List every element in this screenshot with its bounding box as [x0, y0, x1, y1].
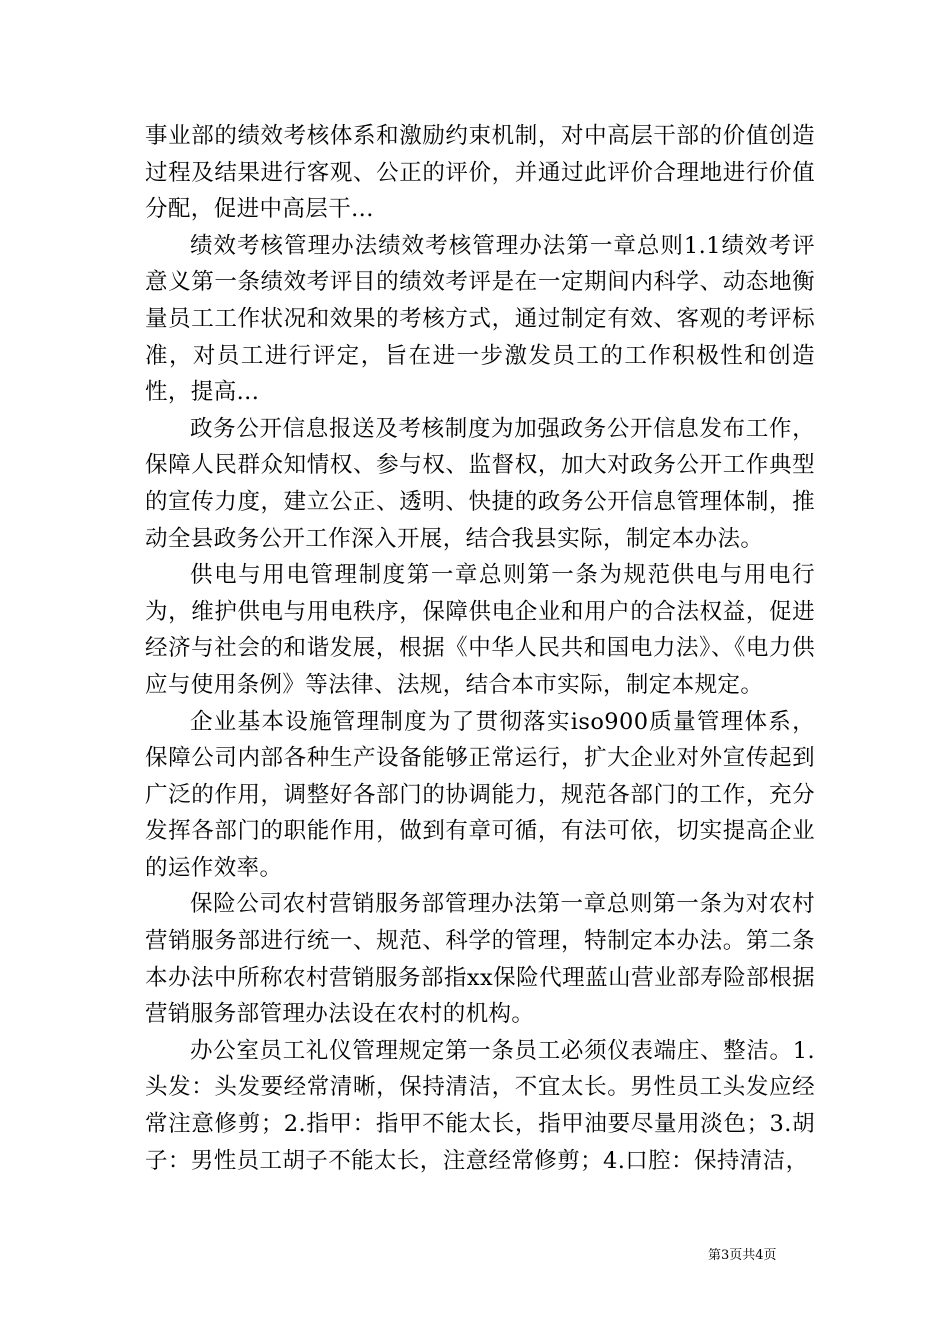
page-number-footer: 第3页共4页	[708, 1248, 777, 1263]
paragraph: 绩效考核管理办法绩效考核管理办法第一章总则1.1绩效考评意义第一条绩效考评目的绩效考评是在一定期间内科学、动态地衡量员工工作状况和效果的考核方式，通过制定有效、客观的考评标准，对员工进行评定，旨在进一步激发员工的工作积极性和创造性，提高...	[145, 232, 815, 406]
paragraph: 保险公司农村营销服务部管理办法第一章总则第一条为对农村营销服务部进行统一、规范、科学的管理，特制定本办法。第二条本办法中所称农村营销服务部指xx保险代理蓝山营业部寿险部根据营销服务部管理办法设在农村的机构。	[145, 891, 815, 1028]
paragraph: 办公室员工礼仪管理规定第一条员工必须仪表端庄、整洁。1.头发：头发要经常清晰，保持清洁，不宜太长。男性员工头发应经常注意修剪；2.指甲：指甲不能太长，指甲油要尽量用淡色；3.胡子：男性员工胡子不能太长，注意经常修剪；4.口腔：保持清洁，	[145, 1037, 815, 1174]
paragraph: 企业基本设施管理制度为了贯彻落实iso900质量管理体系，保障公司内部各种生产设备能够正常运行，扩大企业对外宣传起到广泛的作用，调整好各部门的协调能力，规范各部门的工作，充分发挥各部门的职能作用，做到有章可循，有法可依，切实提高企业的运作效率。	[145, 708, 815, 881]
paragraph: 政务公开信息报送及考核制度为加强政务公开信息发布工作，保障人民群众知情权、参与权、监督权，加大对政务公开工作典型的宣传力度，建立公正、透明、快捷的政务公开信息管理体制，推动全县政务公开工作深入开展，结合我县实际，制定本办法。	[145, 415, 815, 552]
paragraph: 事业部的绩效考核体系和激励约束机制，对中高层干部的价值创造过程及结果进行客观、公正的评价，并通过此评价合理地进行价值分配，促进中高层干...	[145, 123, 815, 223]
paragraph: 供电与用电管理制度第一章总则第一条为规范供电与用电行为，维护供电与用电秩序，保障供电企业和用户的合法权益，促进经济与社会的和谐发展，根据《中华人民共和国电力法》、《电力供应与使用条例》等法律、法规，结合本市实际，制定本规定。	[145, 562, 815, 698]
document-body	[145, 118, 815, 1179]
